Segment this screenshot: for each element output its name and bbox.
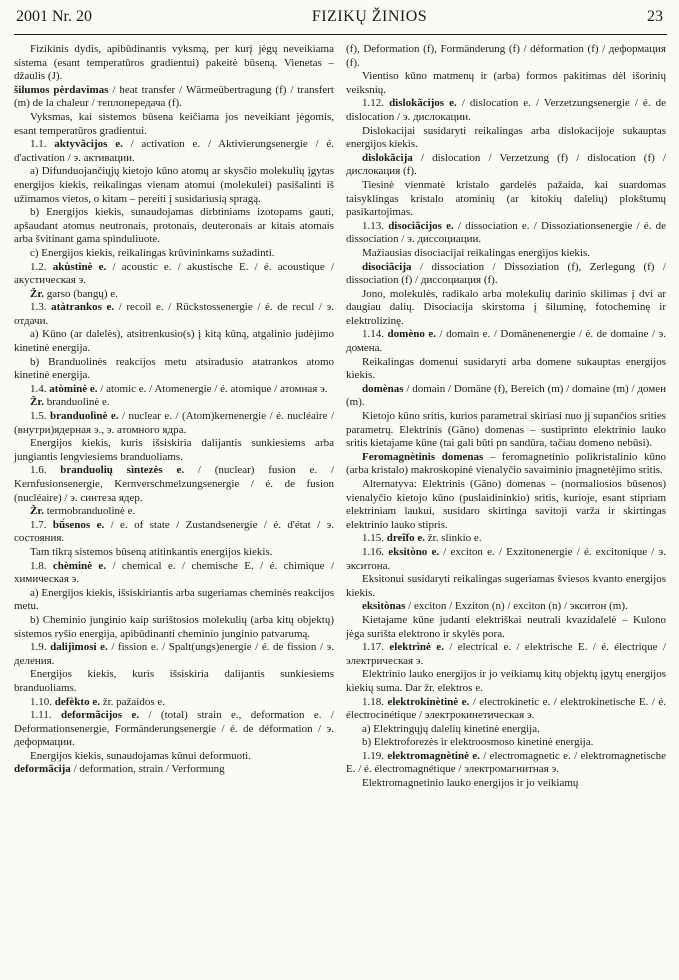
entry-term: šilumos pėrdavimas bbox=[14, 83, 109, 96]
entry-text: Energijos kiekis, kuris išsiskiria dalijantis sunkiesiems arba jungiantis lengviesiems branduoliams. bbox=[14, 437, 334, 463]
left-column bbox=[14, 43, 334, 791]
entry-text: a) Difunduojančiųjų kietojo kūno atomų ar skysčio molekulių įgytas energijos kiekis, reikalingas vienam atomui (molekulei) pasišalinti iš užimamos vietos, o kitam – pereiti į susidariusią spragą. bbox=[14, 165, 334, 205]
header-rule bbox=[14, 34, 667, 35]
dictionary-paragraph bbox=[346, 97, 666, 124]
entry-number: 1.8. bbox=[30, 559, 53, 572]
entry-number: 1.5. bbox=[30, 410, 50, 423]
entry-number: 1.7. bbox=[30, 518, 53, 531]
entry-text: (f), Deformation (f), Formänderung (f) / déformation (f) / деформация (f). bbox=[346, 43, 666, 69]
entry-text: / atomic e. / Atomenergie / é. atomique / атомная э. bbox=[97, 382, 328, 395]
entry-term: domèno e. bbox=[387, 328, 436, 341]
entry-number: 1.6. bbox=[30, 464, 61, 477]
entry-text: branduolinė e. bbox=[43, 396, 110, 409]
entry-number: 1.14. bbox=[362, 328, 388, 341]
dictionary-paragraph bbox=[346, 152, 666, 179]
entry-text: / e. of state / Zustandsenergie / é. d'état / э. состояния. bbox=[14, 518, 335, 545]
dictionary-paragraph bbox=[346, 641, 666, 668]
dictionary-paragraph bbox=[14, 668, 334, 695]
entry-text: / heat transfer / Wärmeübertragung (f) / transfert (m) de la chaleur / теплопередача (f). bbox=[14, 83, 334, 110]
entry-text: b) Branduolinės reakcijos metu atsiradusio atatrankos atomo kinetinė energija. bbox=[14, 355, 334, 382]
dictionary-paragraph bbox=[14, 614, 334, 641]
dictionary-paragraph bbox=[14, 519, 334, 546]
entry-number: 1.2. bbox=[30, 260, 53, 273]
entry-text: / (nuclear) fusion e. / Kernfusionsenergie, Kernverschmelzungsenergie / é. de fusion (nucléaire) / э. синтеза ядер. bbox=[14, 464, 335, 504]
entry-text: Fizikinis dydis, apibūdinantis vyksmą, per kurį jėgų neveikiama sistema (esant temperatūros gradientui) pakeitė būseną. Vienetas – džaulis (J). bbox=[14, 43, 334, 83]
entry-text: / acoustic e. / akustische E. / é. acoustique / акустическая э. bbox=[14, 260, 335, 287]
running-header bbox=[14, 8, 667, 32]
dictionary-paragraph bbox=[346, 383, 666, 410]
dictionary-paragraph bbox=[14, 410, 334, 437]
entry-term: disociãcija bbox=[362, 260, 412, 273]
entry-term: Žr. bbox=[30, 287, 44, 300]
dictionary-paragraph bbox=[14, 206, 334, 247]
entry-text: / nuclear e. / (Atom)kernenergie / é. nucléaire / (внутри)ядерная э., э. атомного ядра. bbox=[14, 410, 334, 436]
dictionary-paragraph bbox=[346, 261, 666, 288]
dictionary-paragraph bbox=[14, 763, 334, 777]
entry-term: dislokãcija bbox=[362, 151, 413, 164]
entry-text: žr. slinkio e. bbox=[425, 532, 482, 545]
dictionary-paragraph bbox=[14, 356, 334, 383]
dictionary-paragraph bbox=[14, 111, 334, 138]
dictionary-paragraph bbox=[14, 464, 334, 505]
entry-term: dislokãcijos e. bbox=[389, 97, 457, 110]
dictionary-paragraph bbox=[346, 532, 666, 546]
issue-label: 2001 Nr. 20 bbox=[16, 8, 92, 25]
dictionary-paragraph bbox=[14, 546, 334, 560]
entry-text: / domain / Domäne (f), Bereich (m) / domaine (m) / домен (m). bbox=[346, 382, 666, 409]
entry-term: branduolìnė e. bbox=[49, 410, 119, 423]
dictionary-paragraph bbox=[14, 587, 334, 614]
entry-text: a) Energijos kiekis, išsiskiriantis arba sugeriamas cheminės reakcijos metu. bbox=[14, 586, 334, 613]
entry-text: Jono, molekulės, radikalo arba molekulių darinio skilimas į dvi ar daugiau dalių. Disociacija skirstoma į šiluminę, fotocheminę ir elektrolizinę. bbox=[346, 287, 666, 327]
entry-term: aktyvãcijos e. bbox=[54, 138, 123, 151]
entry-text: / deformation, strain / Verformung bbox=[70, 763, 225, 776]
dictionary-paragraph bbox=[346, 125, 666, 152]
entry-number: 1.3. bbox=[30, 301, 52, 314]
dictionary-paragraph bbox=[346, 43, 666, 70]
entry-number: 1.13. bbox=[362, 219, 389, 232]
entry-term: elektrìnė e. bbox=[389, 641, 444, 654]
journal-title: FIZIKŲ ŽINIOS bbox=[311, 8, 428, 25]
entry-number: 1.9. bbox=[30, 641, 51, 654]
dictionary-paragraph bbox=[346, 247, 666, 261]
dictionary-paragraph bbox=[14, 84, 334, 111]
entry-text: / chemical e. / chemische E. / é. chimique / химическая э. bbox=[14, 559, 335, 586]
entry-text: b) Elektroforezės ir elektroosmoso kinetinė energija. bbox=[362, 736, 594, 749]
entry-text: / electrokinetic e. / elektrokinetische E. / é. électrocinétique / электрокинетическая э. bbox=[346, 695, 667, 722]
entry-number: 1.18. bbox=[362, 695, 388, 708]
right-column bbox=[346, 43, 666, 791]
dictionary-paragraph bbox=[346, 696, 666, 723]
entry-text: Energijos kiekis, kuris išsiskiria dalijantis sunkiesiems branduoliams. bbox=[14, 668, 334, 694]
entry-number: 1.4. bbox=[30, 382, 50, 395]
dictionary-paragraph bbox=[346, 614, 666, 641]
entry-text: Tam tikrą sistemos būseną atitinkantis energijos kiekis. bbox=[30, 545, 273, 558]
dictionary-paragraph bbox=[346, 451, 666, 478]
dictionary-paragraph bbox=[14, 437, 334, 464]
entry-text: Elektromagnetinio lauko energijos ir jo veikiamų bbox=[362, 777, 579, 790]
entry-term: deformãcija bbox=[14, 763, 71, 776]
dictionary-paragraph bbox=[346, 573, 666, 600]
entry-text: b) Cheminio junginio kaip surištosios molekulių (arba kitų objektų) sistemos ryšio energija, apibūdinanti cheminio junginio patvarumą. bbox=[14, 613, 334, 640]
entry-term: Feromagnètinis domenas bbox=[362, 450, 484, 463]
dictionary-paragraph bbox=[346, 70, 666, 97]
entry-text: Kietojo kūno sritis, kurios parametrai skiriasi nuo jį supančios srities parametrų. Elektrinis (Gãno) domenas – sustiprinto elektrinio lauko sritis kietajame kūne (tai gali būti pn sandūra, tačiau domeno nebūsi). bbox=[346, 410, 666, 450]
entry-text: Reikalingas domenui susidaryti arba domene sukauptas energijos kiekis. bbox=[346, 355, 666, 382]
entry-term: chèminė e. bbox=[52, 559, 107, 572]
entry-term: atòminė e. bbox=[49, 382, 98, 395]
entry-text: Vientiso kūno matmenų ir (arba) formos pakitimas dėl išorinių veiksnių. bbox=[346, 70, 666, 96]
dictionary-paragraph bbox=[14, 261, 334, 288]
dictionary-paragraph bbox=[346, 750, 666, 777]
entry-number: 1.1. bbox=[30, 138, 55, 151]
entry-term: elektrokinètinė e. bbox=[387, 695, 470, 708]
entry-text: / exciton e. / Exzitonenergie / é. excitonique / э. экситона. bbox=[346, 545, 666, 572]
entry-text: / dislocation / Verzetzung (f) / dislocation (f) / дислокация (f). bbox=[346, 151, 666, 178]
entry-text: / electromagnetic e. / elektromagnetische E. / é. électromagnétique / электромагнитная э. bbox=[346, 749, 666, 776]
dictionary-paragraph bbox=[14, 43, 334, 84]
dictionary-paragraph bbox=[346, 546, 666, 573]
entry-term: defèkto e. bbox=[54, 695, 100, 708]
entry-text: a) Elektringųjų dalelių kinetinė energija. bbox=[362, 722, 540, 735]
entry-text: c) Energijos kiekis, reikalingas krūvininkams sužadinti. bbox=[30, 246, 275, 259]
dictionary-paragraph bbox=[14, 641, 334, 668]
entry-text: Kietajame kūne judanti elektriškai neutrali kvazidalelė – Kulono jėga surišta elektrono ir skylės pora. bbox=[346, 613, 666, 640]
entry-text: / dissociation / Dissoziation (f), Zerlegung (f) / dissociation (f) / диссоциация (f). bbox=[346, 260, 666, 287]
entry-term: elektromagnètinė e. bbox=[387, 749, 480, 762]
entry-text: a) Kūno (ar dalelės), atsitrenkusio(s) į kitą kūną, atgalinio judėjimo kinetinė energija. bbox=[14, 328, 334, 355]
entry-text: / recoil e. / Rückstossenergie / é. de recul / э. отдачи. bbox=[14, 301, 335, 327]
dictionary-paragraph bbox=[14, 383, 334, 397]
text-columns bbox=[14, 43, 667, 791]
page-number: 23 bbox=[647, 8, 663, 25]
dictionary-paragraph bbox=[14, 560, 334, 587]
entry-number: 1.19. bbox=[362, 749, 388, 762]
entry-text: – feromagnetinio polikristalinio kūno (arba kristalo) makroskopinė vienalyčio savaiminio įmagnetėjimo sritis. bbox=[346, 450, 666, 477]
entry-term: branduolių sìntezės e. bbox=[60, 464, 185, 477]
dictionary-paragraph bbox=[346, 179, 666, 220]
dictionary-paragraph bbox=[346, 600, 666, 614]
entry-number: 1.16. bbox=[362, 545, 389, 558]
entry-term: deformãcijos e. bbox=[60, 709, 140, 722]
entry-text: / electrical e. / elektrische E. / é. électrique / электрическая э. bbox=[346, 641, 667, 667]
dictionary-paragraph bbox=[346, 220, 666, 247]
entry-term: akùstinė e. bbox=[52, 260, 107, 273]
entry-term: dreĩfo e. bbox=[386, 532, 426, 545]
entry-text: garso (bangų) e. bbox=[43, 287, 118, 300]
entry-term: eksitòno e. bbox=[388, 545, 440, 558]
entry-term: Žr. bbox=[30, 396, 44, 409]
entry-term: bū́senos e. bbox=[52, 518, 105, 531]
entry-term: domènas bbox=[362, 382, 404, 395]
entry-text: žr. pažaidos e. bbox=[99, 695, 166, 708]
entry-text: / activation e. / Aktivierungsenergie / é. d'activation / э. активации. bbox=[14, 138, 334, 164]
entry-term: Žr. bbox=[30, 505, 44, 518]
dictionary-paragraph bbox=[14, 396, 334, 410]
dictionary-paragraph bbox=[346, 410, 666, 451]
entry-text: Tiesinė vienmatė kristalo gardelės pažaida, kai suardomas taisyklingas kristalo atominių (ar kitokių dalelių) plokštumų pasikartojimas. bbox=[346, 178, 666, 219]
entry-text: / exciton / Exziton (n) / exciton (n) / экситон (m). bbox=[405, 600, 628, 613]
dictionary-paragraph bbox=[346, 328, 666, 355]
dictionary-paragraph bbox=[346, 478, 666, 532]
entry-text: / dislocation e. / Verzetzungsenergie / é. de dislocation / э. дислокации. bbox=[346, 97, 666, 123]
entry-number: 1.12. bbox=[362, 97, 390, 110]
entry-text: b) Energijos kiekis, sunaudojamas dirbtiniams izotopams gauti, apšaudant atomus neutronais, protonais, deuteronais ar kitais atomais arba švitinant gama spinduliuote. bbox=[14, 206, 334, 246]
dictionary-paragraph bbox=[346, 777, 666, 791]
dictionary-paragraph bbox=[14, 709, 334, 750]
dictionary-paragraph bbox=[346, 723, 666, 737]
dictionary-paragraph bbox=[14, 247, 334, 261]
dictionary-paragraph bbox=[14, 696, 334, 710]
entry-text: / (total) strain e., deformation e. / Deformationsenergie, Formänderungsenergie / é. de déformation / э. деформации. bbox=[14, 709, 334, 749]
entry-term: eksitònas bbox=[362, 600, 406, 613]
dictionary-paragraph bbox=[346, 736, 666, 750]
entry-term: atàtrankos e. bbox=[51, 301, 115, 314]
entry-text: Dislokacijai susidaryti reikalingas arba dislokacijoje sukauptas energijos kiekis. bbox=[346, 124, 666, 151]
entry-text: Alternatyva: Elektrinis (Gãno) domenas – (normaliosios būsenos) vienalyčio kietojo kūno (puslaidininkio) sritis, kurioje, esant stipriam elektriniam laukui, susidaro skirtinga savitoji varža ir skirtingas elektrinio lauko stipris. bbox=[346, 478, 666, 531]
entry-text: termobranduolinė e. bbox=[43, 505, 136, 518]
dictionary-paragraph bbox=[14, 750, 334, 764]
entry-number: 1.17. bbox=[362, 641, 390, 654]
entry-number: 1.11. bbox=[30, 709, 61, 722]
dictionary-paragraph bbox=[346, 668, 666, 695]
entry-text: Energijos kiekis, sunaudojamas kūnui deformuoti. bbox=[30, 749, 251, 762]
entry-text: Eksitonui susidaryti reikalingas sugeriamas šviesos kvanto energijos kiekis. bbox=[346, 573, 666, 599]
entry-text: Mažiausias disociacijai reikalingas energijos kiekis. bbox=[362, 246, 590, 259]
entry-number: 1.15. bbox=[362, 532, 387, 545]
entry-text: / dissociation e. / Dissoziationsenergie / é. de dissociation / э. диссоциации. bbox=[346, 219, 667, 246]
entry-text: / domain e. / Domänenenergie / é. de domaine / э. домена. bbox=[346, 328, 667, 355]
entry-text: / fission e. / Spalt(ungs)energie / é. de fission / э. деления. bbox=[14, 641, 334, 667]
entry-text: Elektrinio lauko energijos ir jo veikiamų kitų objektų įgytų energijos kiekių suma. Dar žr. elektros e. bbox=[346, 668, 666, 694]
dictionary-paragraph bbox=[14, 288, 334, 302]
dictionary-paragraph bbox=[14, 138, 334, 165]
dictionary-paragraph bbox=[14, 505, 334, 519]
dictionary-paragraph bbox=[14, 301, 334, 328]
dictionary-paragraph bbox=[346, 356, 666, 383]
dictionary-paragraph bbox=[346, 288, 666, 329]
entry-number: 1.10. bbox=[30, 695, 55, 708]
entry-term: disociãcijos e. bbox=[388, 219, 454, 232]
entry-term: dalijìmosi e. bbox=[50, 641, 108, 654]
dictionary-paragraph bbox=[14, 328, 334, 355]
dictionary-paragraph bbox=[14, 165, 334, 206]
entry-text: Vyksmas, kai sistemos būsena keičiama jos neveikiant jėgomis, esant temperatūros gradientui. bbox=[14, 110, 334, 137]
